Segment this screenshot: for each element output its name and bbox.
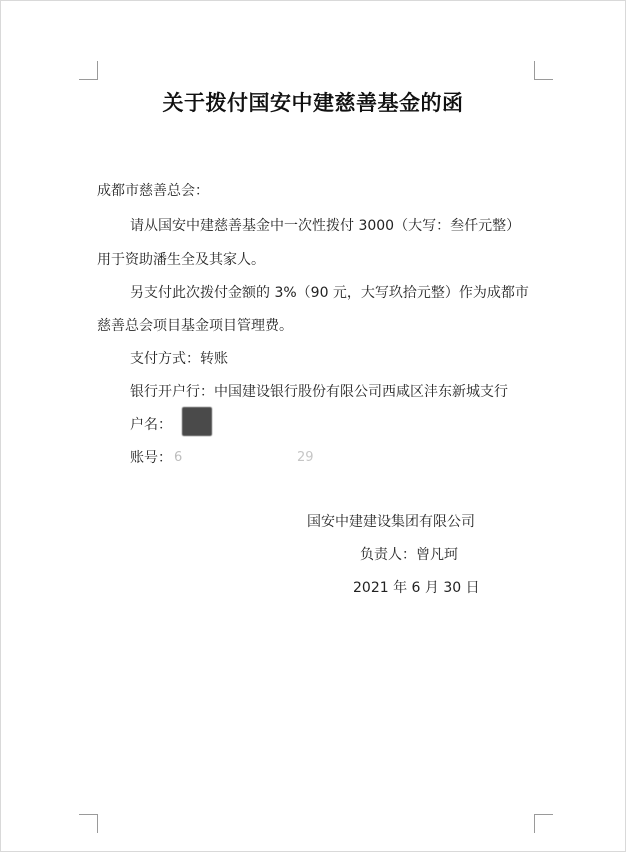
- paragraph-1-line-2: 用于资助潘生全及其家人。: [97, 252, 265, 268]
- paragraph-1-line-1: 请从国安中建慈善基金中一次性拨付 3000（大写：叁仟元整）: [130, 218, 521, 234]
- account-number-tail: 29: [297, 450, 314, 465]
- bank-line: 银行开户行：中国建设银行股份有限公司西咸区沣东新城支行: [130, 384, 508, 400]
- crop-mark-bottom-right: [534, 814, 553, 833]
- signature-responsible: 负责人：曾凡珂: [360, 547, 458, 563]
- signature-company: 国安中建建设集团有限公司: [307, 514, 475, 530]
- paragraph-2-line-1: 另支付此次拨付金额的 3%（90 元，大写玖拾元整）作为成都市: [130, 285, 529, 301]
- crop-mark-bottom-left: [79, 814, 98, 833]
- signature-date: 2021 年 6 月 30 日: [353, 580, 480, 596]
- crop-mark-top-right: [534, 61, 553, 80]
- account-name-label: 户名：: [130, 417, 172, 433]
- paragraph-2-line-2: 慈善总会项目基金项目管理费。: [97, 318, 293, 334]
- payment-method: 支付方式：转账: [130, 351, 228, 367]
- redacted-account-name: [182, 407, 212, 436]
- letter-title: 关于拨付国安中建慈善基金的函: [162, 90, 464, 115]
- recipient-line: 成都市慈善总会：: [97, 183, 209, 199]
- account-number-head: 6: [174, 450, 183, 465]
- crop-mark-top-left: [79, 61, 98, 80]
- account-number-label: 账号：: [130, 450, 172, 466]
